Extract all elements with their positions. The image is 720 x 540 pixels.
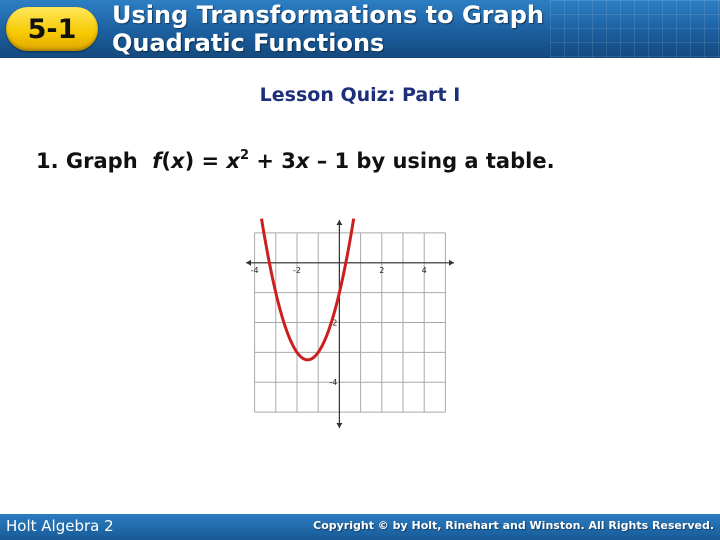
x-tick-label: 4 — [421, 265, 427, 275]
tick-labels — [251, 266, 427, 387]
function-variable: x — [171, 149, 185, 173]
axes — [246, 220, 454, 428]
x-tick-label: 2 — [379, 265, 385, 275]
x-axis-arrow-right — [449, 260, 454, 266]
header-bar — [0, 0, 720, 58]
y-axis-arrow-up — [336, 220, 342, 225]
lesson-number-badge: 5-1 — [6, 7, 98, 51]
footer-copyright: Copyright © by Holt, Rinehart and Winston. All Rights Reserved. — [313, 519, 714, 532]
question-text: 1. Graph $f(x) = x^2 + 3x - 1$ by using a table. — [36, 148, 555, 173]
y-axis-arrow-down — [336, 423, 342, 428]
question-number: 1. — [36, 149, 59, 173]
header-grid-decoration — [550, 0, 720, 58]
footer-book-title: Holt Algebra 2 — [6, 517, 114, 535]
y-tick-label: -4 — [329, 378, 338, 388]
linear-term: + 3 — [256, 149, 296, 173]
y-tick-label: -2 — [329, 318, 338, 328]
exponent: 2 — [239, 148, 249, 163]
function-name: f — [152, 149, 162, 173]
quiz-title: Lesson Quiz: Part I — [259, 84, 461, 106]
footer-bar — [0, 514, 720, 540]
lesson-title — [112, 1, 544, 57]
x-tick-label: -2 — [293, 265, 301, 275]
linear-variable: x — [295, 149, 310, 173]
parabola-graph — [244, 218, 456, 430]
question-tail: – 1 by using a table. — [316, 149, 555, 173]
x-tick-label: -4 — [250, 265, 259, 275]
lesson-title-line-1: Using Transformations to Graph — [112, 1, 544, 29]
lesson-title-line-2: Quadratic Functions — [112, 29, 385, 57]
base-variable: x — [226, 149, 240, 173]
question-verb: Graph — [65, 149, 138, 173]
